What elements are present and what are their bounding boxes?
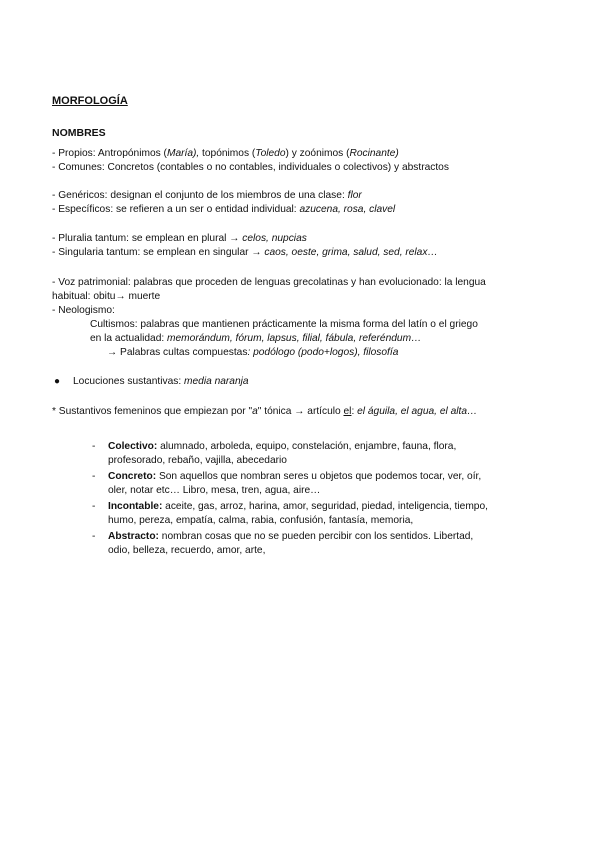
list-item-text: alumnado, arboleda, equipo, constelación, enjambre, fauna, flora, (157, 441, 457, 452)
list-dash: - (92, 501, 96, 512)
list-dash: - (92, 531, 96, 542)
propios-text-2: topónimos ( (199, 148, 256, 159)
bullet-icon: ● (54, 376, 61, 387)
line-singularia (52, 246, 438, 260)
genericos-example: flor (347, 190, 362, 201)
pluralia-example: celos, nupcias (242, 233, 307, 244)
section-heading: NOMBRES (52, 127, 106, 139)
list-item-text-cont: profesorado, rebaño, vajilla, abecedario (108, 455, 287, 466)
compuestas-examples: : podólogo (podo+logos), filosofía (247, 347, 399, 358)
line-cultismos: Cultismos: palabras que mantienen prácticamente la misma forma del latín o el griego (90, 319, 478, 330)
femeninos-text-2: " tónica → artículo (257, 406, 344, 417)
list-item-text: aceite, gas, arroz, harina, amor, seguridad, piedad, inteligencia, tiempo, (162, 501, 488, 512)
term-abstracto: Abstracto: (108, 531, 159, 542)
propios-text: - Propios: Antropónimos ( (52, 148, 167, 159)
femeninos-letter: a (252, 406, 258, 417)
propios-text-3: ) y zoónimos ( (285, 148, 350, 159)
list-dash: - (92, 441, 96, 452)
compuestas-text: → Palabras cultas compuestas (107, 347, 248, 358)
list-item-text: nombran cosas que no se pueden percibir con los sentidos. Libertad, (158, 531, 474, 542)
line-especificos (52, 203, 395, 217)
cultismos-text: en la actualidad: (90, 333, 168, 344)
list-item-concreto (108, 470, 481, 484)
line-voz-patrimonial: - Voz patrimonial: palabras que proceden de lenguas grecolatinas y han evolucionado: la lengua (52, 277, 486, 288)
especificos-example: azucena, rosa, clavel (299, 204, 396, 215)
locuciones-example: media naranja (184, 376, 249, 387)
propios-example-2: Toledo (255, 148, 286, 159)
term-colectivo: Colectivo: (108, 441, 158, 452)
term-incontable: Incontable: (108, 501, 163, 512)
femeninos-examples: el águila, el agua, el alta… (357, 406, 478, 417)
cultismos-examples: memorándum, fórum, lapsus, filial, fábula, referéndum… (167, 333, 422, 344)
line-cultismos-2 (90, 332, 421, 346)
list-dash: - (92, 471, 96, 482)
list-item-text-cont: oler, notar etc… Libro, mesa, tren, agua, aire… (108, 485, 321, 496)
line-pluralia (52, 232, 307, 246)
list-item-colectivo (108, 440, 456, 454)
line-comunes: - Comunes: Concretos (contables o no contables, individuales o colectivos) y abstractos (52, 162, 449, 173)
locuciones-text: Locuciones sustantivas: (73, 376, 184, 387)
line-voz-patrimonial-2: habitual: obitu→ muerte (52, 291, 161, 302)
singularia-text: - Singularia tantum: se emplean en singular → (52, 247, 265, 258)
femeninos-text: * Sustantivos femeninos que empiezan por " (52, 406, 253, 417)
line-compuestas (107, 346, 398, 360)
line-genericos (52, 189, 362, 203)
propios-example-3: Rocinante) (349, 148, 399, 159)
list-item-abstracto (108, 530, 473, 544)
list-item-incontable (108, 500, 488, 514)
line-propios (52, 147, 399, 161)
femeninos-article: el (343, 406, 352, 417)
line-femeninos (52, 405, 477, 419)
line-neologismo: - Neologismo: (52, 305, 115, 316)
list-item-text-cont: odio, belleza, recuerdo, amor, arte, (108, 545, 266, 556)
term-concreto: Concreto: (108, 471, 157, 482)
femeninos-colon: : (351, 406, 358, 417)
propios-example-1: María), (166, 148, 200, 159)
pluralia-text: - Pluralia tantum: se emplean en plural → (52, 233, 243, 244)
especificos-text: - Específicos: se refieren a un ser o entidad individual: (52, 204, 300, 215)
singularia-example: caos, oeste, grima, salud, sed, relax… (264, 247, 438, 258)
genericos-text: - Genéricos: designan el conjunto de los miembros de una clase: (52, 190, 348, 201)
page-title: MORFOLOGÍA (52, 95, 128, 107)
list-item-text-cont: humo, pereza, empatía, calma, rabia, confusión, fantasía, memoria, (108, 515, 414, 526)
line-locuciones (73, 375, 249, 389)
list-item-text: Son aquellos que nombran seres u objetos que podemos tocar, ver, oír, (156, 471, 482, 482)
